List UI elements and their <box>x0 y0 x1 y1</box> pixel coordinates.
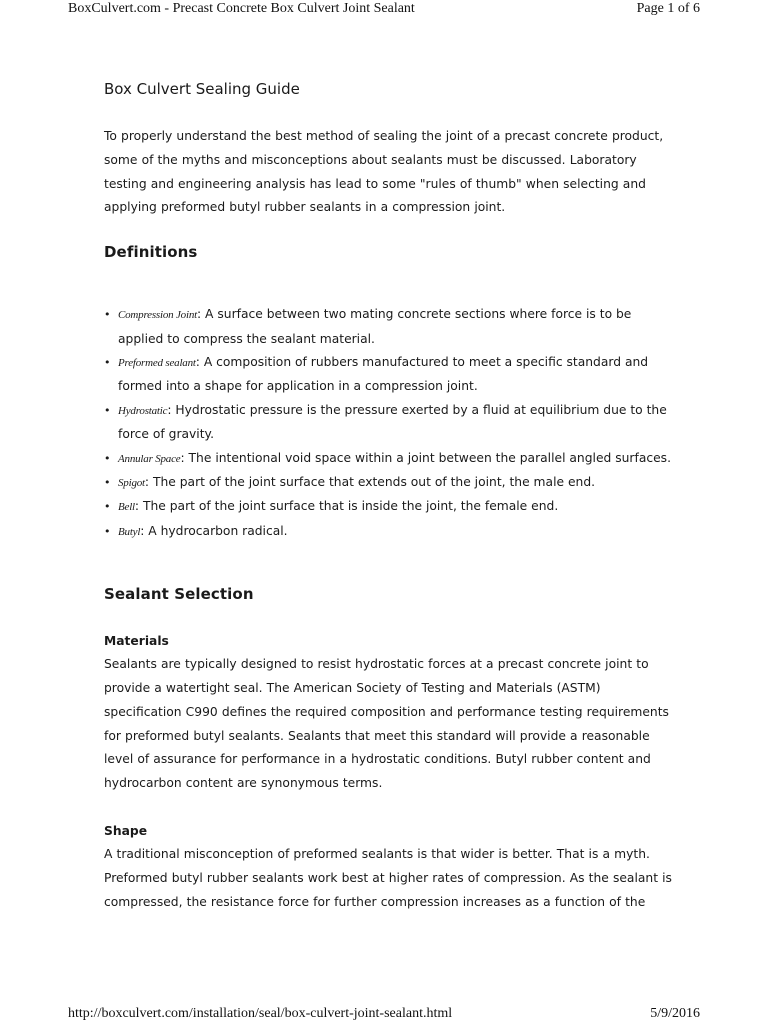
definitions-heading: Definitions <box>104 243 198 262</box>
definition-term: Butyl <box>118 525 141 538</box>
print-header <box>68 1 700 17</box>
print-header-title: BoxCulvert.com - Precast Concrete Box Culvert Joint Sealant <box>68 1 415 16</box>
print-footer <box>68 1006 700 1022</box>
print-date: 5/9/2016 <box>650 1006 700 1021</box>
definition-item <box>80 399 674 447</box>
bullet-icon: • <box>104 451 111 465</box>
definition-term: Spigot <box>118 477 145 490</box>
definition-item <box>80 303 674 351</box>
bullet-icon: • <box>104 356 111 369</box>
definition-item <box>80 495 674 519</box>
page-title: Box Culvert Sealing Guide <box>104 80 300 98</box>
definition-text: : A composition of rubbers manufactured to meet a specific standard and formed into a shape for application in a compression joint. <box>118 355 649 394</box>
sealant-selection-heading: Sealant Selection <box>104 585 254 604</box>
bullet-icon: • <box>104 403 111 417</box>
bullet-icon: • <box>104 476 111 490</box>
definition-text: : A surface between two mating concrete sections where force is to be applied to compress the sealant material. <box>118 307 632 346</box>
definitions-list <box>104 303 674 544</box>
document-content <box>104 78 674 914</box>
definition-term: Hydrostatic <box>118 404 168 417</box>
definition-text: : The part of the joint surface that extends out of the joint, the male end. <box>144 475 596 490</box>
page-url: http://boxculvert.com/installation/seal/box-culvert-joint-sealant.html <box>68 1006 453 1021</box>
page-number: Page 1 of 6 <box>636 1 700 16</box>
bullet-icon: • <box>104 500 111 514</box>
definition-term: Bell <box>118 501 135 514</box>
definition-term: Annular Space <box>118 452 181 465</box>
bullet-icon: • <box>104 524 111 538</box>
definition-item <box>80 351 674 399</box>
definition-text: : Hydrostatic pressure is the pressure exerted by a fluid at equilibrium due to the force of gravity. <box>118 402 667 442</box>
definition-text: : The intentional void space within a joint between the parallel angled surfaces. <box>180 450 671 465</box>
definition-item <box>80 471 674 495</box>
definition-item <box>80 447 674 471</box>
shape-paragraph: A traditional misconception of preformed sealants is that wider is better. That is a myth. Preformed butyl rubber sealants work best at higher rates of compression. As the sealant is compressed, the resistance force for further compression increases as a function of the <box>104 847 672 909</box>
bullet-icon: • <box>104 308 111 322</box>
definition-item <box>80 520 674 544</box>
definition-term: Preformed sealant <box>118 357 196 369</box>
materials-heading: Materials <box>104 634 169 649</box>
definition-text: : The part of the joint surface that is inside the joint, the female end. <box>134 499 559 514</box>
definition-term: Compression Joint <box>118 309 197 322</box>
shape-heading: Shape <box>104 824 148 839</box>
materials-paragraph: Sealants are typically designed to resist hydrostatic forces at a precast concrete joint to provide a watertight seal. The American Society of Testing and Materials (ASTM) specification C990 defines the required composition and performance testing requirements for preformed butyl sealants. Sealants that meet this standard will provide a reasonable level of assurance for performance in a hydrostatic conditions. Butyl rubber content and hydrocarbon content are synonymous terms. <box>104 657 669 791</box>
definition-text: : A hydrocarbon radical. <box>140 523 288 538</box>
intro-paragraph: To properly understand the best method of sealing the joint of a precast concrete product, some of the myths and misconceptions about sealants must be discussed. Laboratory testing and engineering analysis has lead to some "rules of thumb" when selecting and applying preformed butyl rubber sealants in a compression joint. <box>104 129 664 215</box>
